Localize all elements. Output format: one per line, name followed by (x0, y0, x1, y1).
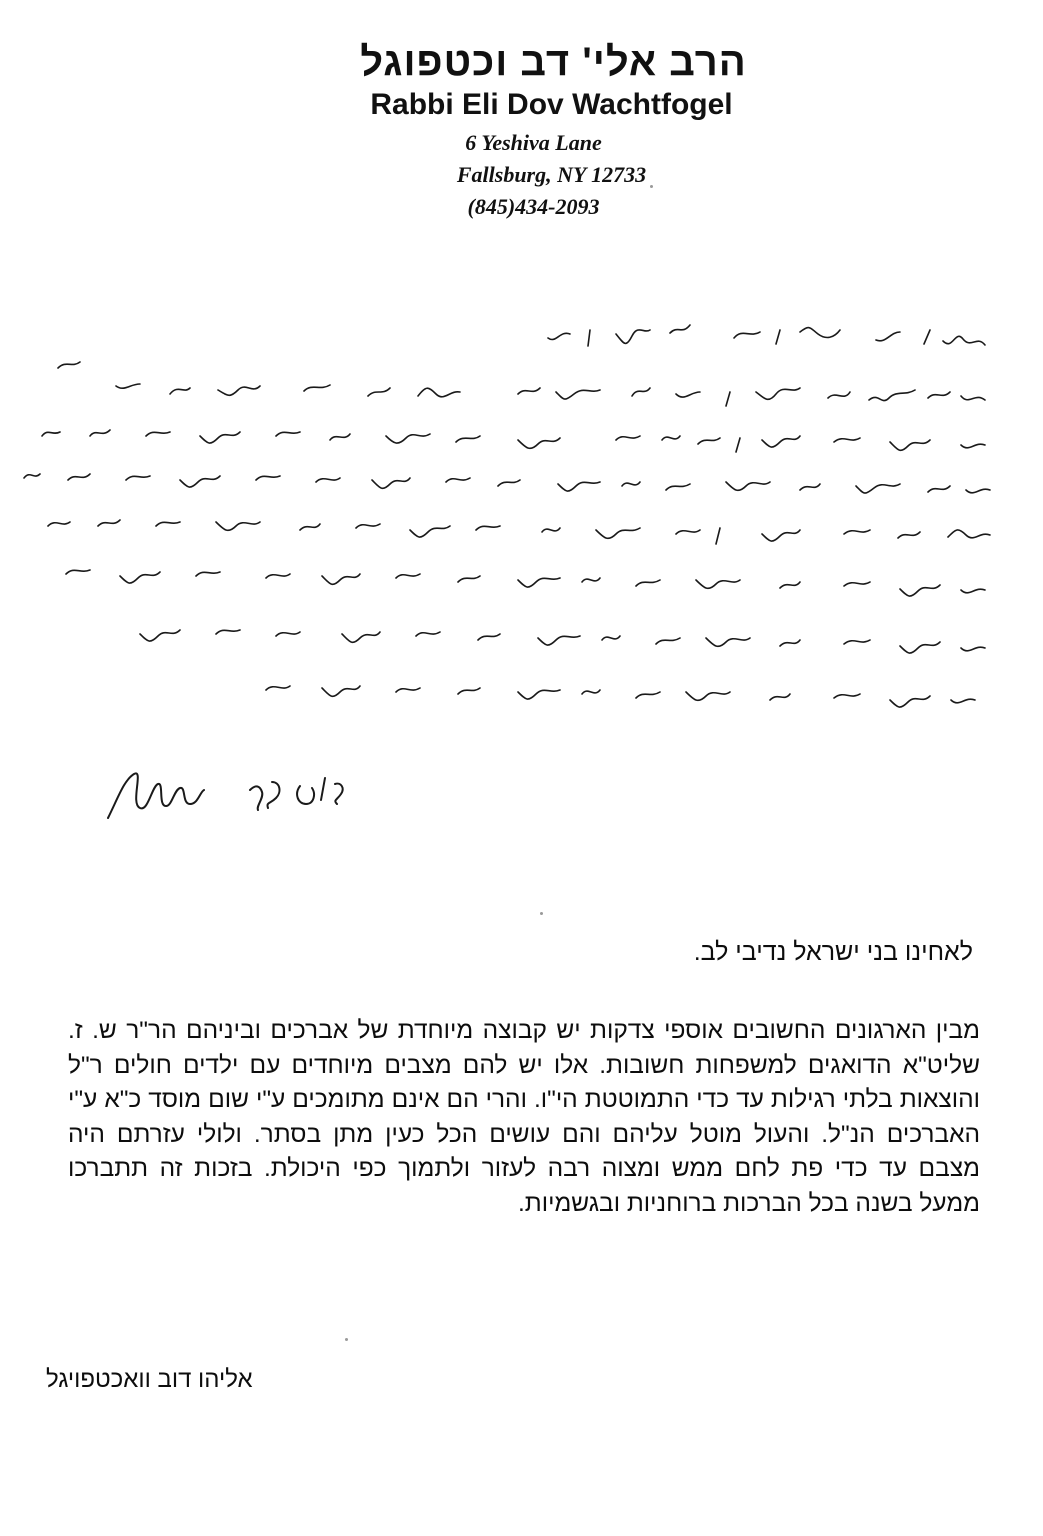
letter-body: מבין הארגונים החשובים אוספי צדקות יש קבוצה מיוחדת של אברכים וביניהם הר"ר ש. ז. שליט"א הדואגים למשפחות חשובות. אלו יש להם מצבים מיוחדים עם ילדים חולים ר"ל והוצאות בלתי רגילות עד כדי התמוטטת הי"ו. והרי הם אינם מתומכים ע"י שום מוסד כ"א ע"י האברכים הנ"ל. והעול מוטל עליהם והם עושים הכל כעין מתן בסתר. ולולי עזרתם היה מצבם עד כדי פת לחם ממש ומצוה רבה לעזור ולתמוך כפי היכולת. בזכות זה תתברכו ממעל בשנה בכל הברכות ברוחניות ובגשמיות. (68, 1017, 980, 1217)
letterhead-phone: (845)434-2093 (467, 194, 600, 219)
handwritten-signature-icon (100, 760, 360, 840)
letterhead-city: Fallsburg, NY 12733 (456, 162, 647, 187)
letterhead-name-hebrew: הרב אלי' דב וכטפוגל (360, 40, 747, 84)
greeting: לאחינו בני ישראל נדיבי לב. (693, 938, 973, 966)
scan-speck (540, 912, 543, 915)
letterhead-name-english: Rabbi Eli Dov Wachtfogel (370, 88, 733, 121)
signature-typed: אליהו דוב וואכטפויגל (46, 1366, 253, 1393)
scan-speck (650, 185, 653, 188)
scan-speck (345, 1338, 348, 1341)
letterhead-street: 6 Yeshiva Lane (465, 130, 602, 155)
